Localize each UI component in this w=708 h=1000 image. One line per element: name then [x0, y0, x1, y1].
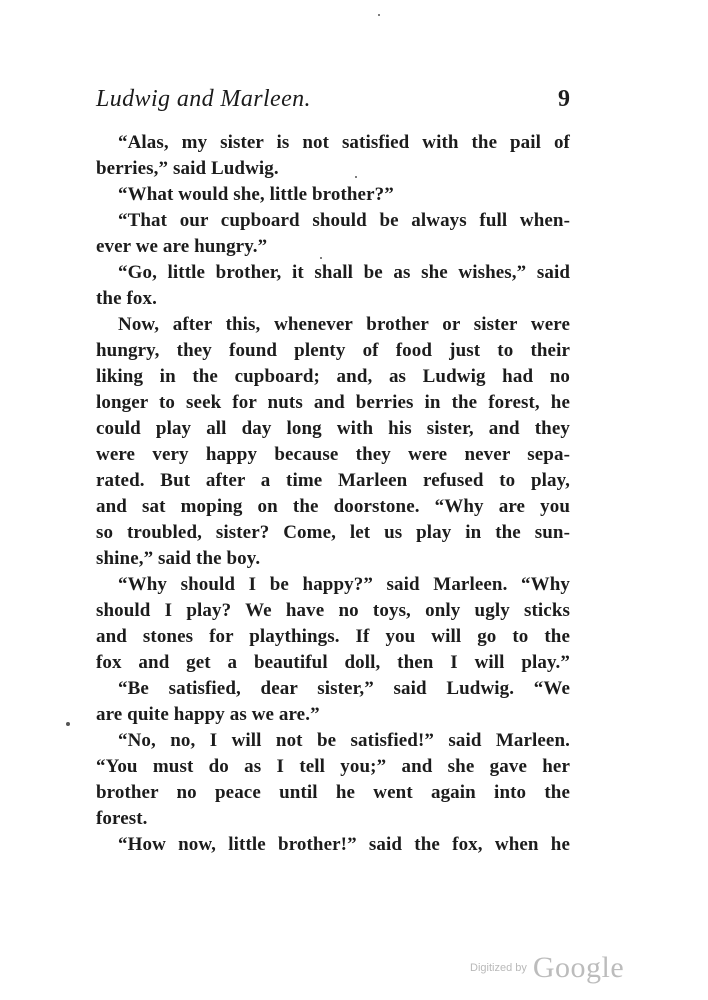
text-line: “What would she, little brother?”: [118, 184, 394, 205]
text-line: “That our cupboard should be always full when-: [118, 210, 570, 231]
text-line: fox and get a beautiful doll, then I will play.”: [96, 652, 570, 673]
text-line: and sat moping on the doorstone. “Why are you: [96, 496, 570, 517]
text-line: “Be satisfied, dear sister,” said Ludwig. “We: [118, 678, 570, 699]
text-line: were very happy because they were never sepa-: [96, 444, 570, 465]
text-line: rated. But after a time Marleen refused to play,: [96, 470, 570, 491]
text-line: hungry, they found plenty of food just to their: [96, 340, 570, 361]
text-line: liking in the cupboard; and, as Ludwig had no: [96, 366, 570, 387]
text-line: the fox.: [96, 288, 157, 309]
text-line: “Alas, my sister is not satisfied with the pail of: [118, 132, 570, 153]
text-line: “No, no, I will not be satisfied!” said Marleen.: [118, 730, 570, 751]
text-line: berries,” said Ludwig.: [96, 158, 279, 179]
digitized-watermark: [470, 951, 625, 984]
text-line: shine,” said the boy.: [96, 548, 261, 569]
print-speck: [378, 14, 380, 16]
text-line: brother no peace until he went again into the: [96, 782, 570, 803]
text-line: could play all day long with his sister, and they: [96, 418, 570, 439]
text-line: and stones for playthings. If you will go to the: [96, 626, 570, 647]
page-header: [96, 86, 570, 120]
page-number: 9: [558, 86, 570, 112]
body-text: [96, 130, 570, 858]
text-line: so troubled, sister? Come, let us play in the sun-: [96, 522, 570, 543]
text-line: longer to seek for nuts and berries in the forest, he: [96, 392, 570, 413]
text-line: ever we are hungry.”: [96, 236, 268, 257]
text-line: “You must do as I tell you;” and she gave her: [96, 756, 570, 777]
text-line: forest.: [96, 808, 148, 829]
text-line: are quite happy as we are.”: [96, 704, 320, 725]
print-speck: [66, 722, 70, 726]
watermark-brand: Google: [532, 951, 625, 984]
running-title: Ludwig and Marleen.: [96, 86, 311, 112]
text-line: “How now, little brother!” said the fox, when he: [118, 834, 570, 855]
text-line: Now, after this, whenever brother or sister were: [118, 314, 570, 335]
text-line: “Why should I be happy?” said Marleen. “Why: [118, 574, 570, 595]
text-line: should I play? We have no toys, only ugly sticks: [96, 600, 570, 621]
watermark-prefix: Digitized by: [470, 962, 527, 974]
text-line: “Go, little brother, it shall be as she wishes,” said: [118, 262, 570, 283]
